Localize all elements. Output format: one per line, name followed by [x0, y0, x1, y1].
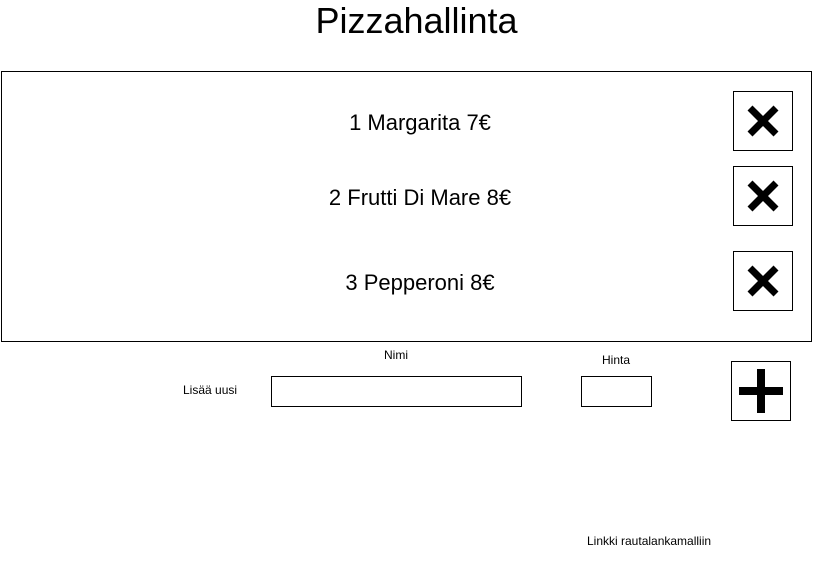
delete-pizza-3-button[interactable]	[733, 251, 793, 311]
wireframe-link[interactable]: Linkki rautalankamalliin	[587, 534, 712, 548]
name-input[interactable]	[271, 376, 522, 407]
pizza-item-label: 2 Frutti Di Mare 8€	[328, 185, 512, 210]
plus-icon	[732, 362, 790, 420]
close-icon	[734, 167, 792, 225]
price-label: Hinta	[602, 353, 631, 367]
close-icon	[734, 92, 792, 150]
page-title: Pizzahallinta	[315, 0, 518, 41]
delete-pizza-1-button[interactable]	[733, 91, 793, 151]
pizza-item-label: 3 Pepperoni 8€	[345, 270, 495, 295]
price-input[interactable]	[581, 376, 652, 407]
pizza-item-label: 1 Margarita 7€	[349, 110, 491, 135]
name-label: Nimi	[384, 348, 408, 362]
add-new-label: Lisää uusi	[183, 383, 238, 397]
pizza-list	[1, 71, 812, 342]
close-icon	[734, 252, 792, 310]
delete-pizza-2-button[interactable]	[733, 166, 793, 226]
add-pizza-button[interactable]	[731, 361, 791, 421]
